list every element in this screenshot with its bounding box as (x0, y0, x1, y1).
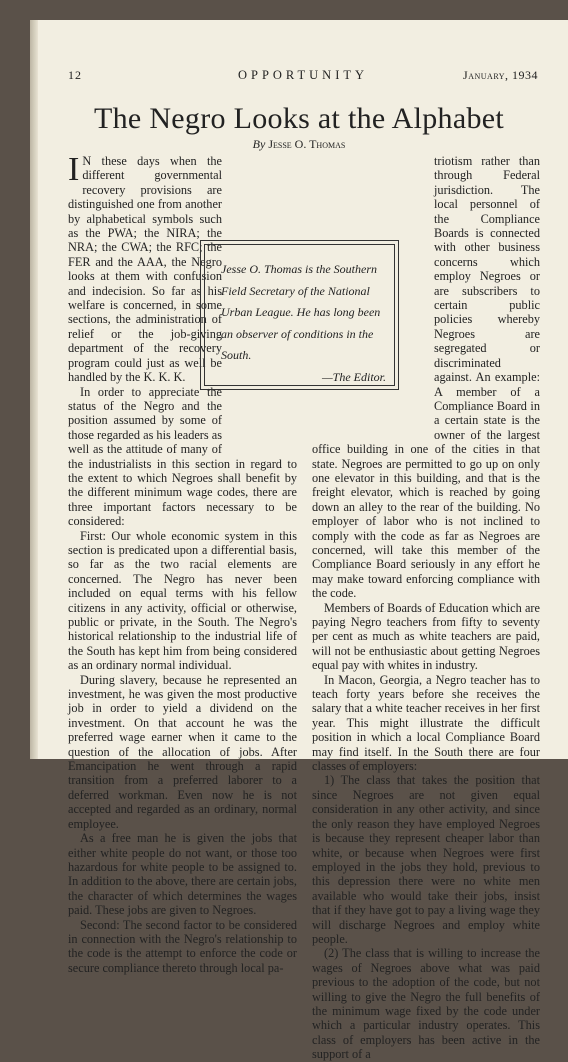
author-name: Jesse O. Thomas (268, 137, 346, 151)
paragraph: In Macon, Georgia, a Negro teacher has to teach forty years before she receives the salary that a white teacher receives in her first year. This might illustrate the difficult position in which a local Compliance Board may find itself. In the South there are four classes of employers: (312, 672, 540, 774)
paragraph: First: Our whole economic system in this section is predicated upon a differential basis, so far as the two racial elements are concerned. The Negro has never been included on equal terms with his fellow citizens in any activity, official or otherwise, public or private, in the South. The Negro's historical relationship to the industrial life of the South has kept him from being considered as an ordinary normal individual. (68, 528, 297, 673)
editor-note-text: Jesse O. Thomas is the Southern Field Secretary of the National Urban League. He has long been an observer of conditions in the South. (221, 262, 381, 362)
paragraph: triotism rather than through Federal jurisdiction. The local personnel of the Compliance Boards is connected with other business concerns which employ Negroes or are subscribers to certain public policies whereby Negroes are segregated or discriminated against. An example: A member of a Compliance Board in a certain state is the owner of the largest office building in one of the cities in that state. Negroes are permitted to go up on only one elevator in this building, and that is the freight elevator, which is reached by going down an alley to the rear of the building. No employer of labor who is not inclined to comply with the code as far as Negroes are concerned, will take this member of the Compliance Board seriously in any effort he may make toward enforcing compliance with the code. (312, 154, 540, 601)
paragraph: (2) The class that is willing to increase the wages of Negroes above what was paid previous to the adoption of the code, but not willing to give the Negro the full benefits of the minimum wage fixed by the code under which a particular industry operates. This class of employers has been active in the support of a (312, 946, 540, 1062)
issue-date: January, 1934 (463, 68, 538, 82)
paragraph: In order to appreciate the status of the Negro and the position assumed by some of those regarded as his leaders as well as the attitude of many of the industrialists in this section in regard to the extent to which Negroes shall benefit by the different minimum wage codes, there are three important factors necessary to be considered: (68, 384, 297, 529)
editor-note (204, 244, 395, 386)
paragraph: Members of Boards of Education which are paying Negro teachers from fifty to seventy per cent as much as white teachers are paid, will not be enthusiastic about getting Negroes equal pay with whites in industry. (312, 600, 540, 673)
editor-signature: —The Editor. (321, 369, 386, 384)
paragraph: During slavery, because he represented an investment, he was given the most productive job in order to yield a dividend on the investment. On that account he was the preferred wage earner when it came to the question of the allocation of jobs. After Emancipation he went through a rapid transition from a preferred laborer to a deferred workman. Even now he is not accepted and regarded as an ordinary, normal employee. (68, 672, 297, 831)
drop-cap: I (68, 151, 80, 188)
page-number: 12 (68, 68, 82, 82)
article-title: The Negro Looks at the Alphabet (93, 102, 505, 135)
paragraph: Second: The second factor to be considered in connection with the Negro's relationship to the code is the attempt to enforce the code or secure compliance thereto through local pa- (68, 917, 297, 975)
byline-prefix: By (252, 137, 266, 151)
magazine-name: OPPORTUNITY (237, 68, 369, 82)
paragraph: 1) The class that takes the position that since Negroes are not given equal consideration in any other activity, and since the only reason they have employed Negroes is because they represent cheaper labor than white, or because when Negroes were first employed in the jobs they hold, previous to this depression there were no white men available who would take their jobs, insist that if they have got to pay a living wage they will discharge Negroes and employ white people. (312, 773, 540, 946)
running-header (68, 68, 538, 84)
editor-note-box (200, 240, 399, 390)
magazine-page (30, 20, 568, 1062)
byline (30, 137, 568, 152)
paragraph: I N these days when the different governmental recovery provisions are distinguished one from another by alphabetical symbols such as the PWA; the NIRA; the NRA; the CWA; the RFC; the FER and the AAA, the Negro looks at them with confusion and indecision. So far as his welfare is concerned, in some sections, the administration of relief or the job-giving department of the recovery program could just as well be handled by the K. K. K. (68, 151, 222, 385)
paragraph: As a free man he is given the jobs that either white people do not want, or those too hazardous for white people to be assigned to. In addition to the above, there are certain jobs, the character of which determines the wages paid. These jobs are given to Negroes. (68, 831, 297, 918)
